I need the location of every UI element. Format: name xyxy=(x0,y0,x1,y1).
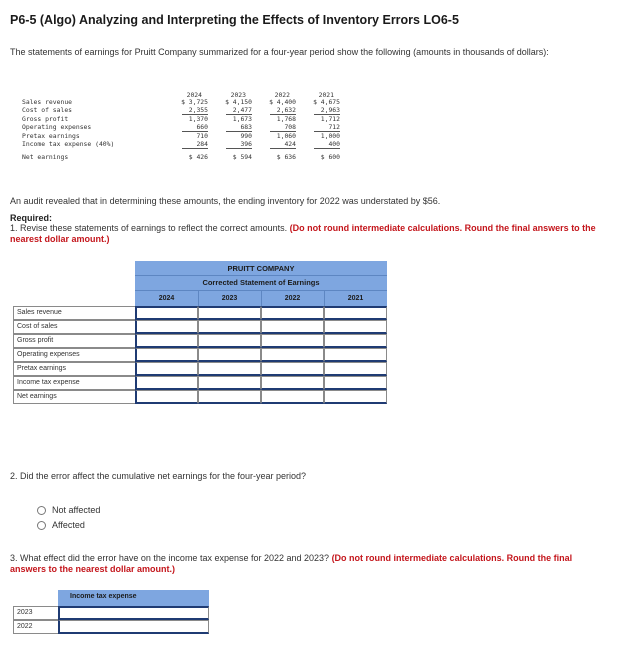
given-cell: 1,768 xyxy=(276,115,296,123)
input-cell[interactable] xyxy=(198,376,261,390)
given-row-label: Income tax expense (40%) xyxy=(22,140,115,148)
row-label: Gross profit xyxy=(13,334,135,348)
table-row xyxy=(13,376,387,390)
radio-circle-icon[interactable] xyxy=(37,506,46,515)
input-cell[interactable] xyxy=(261,390,324,404)
input-cell[interactable] xyxy=(198,348,261,362)
page-title: P6-5 (Algo) Analyzing and Interpreting the Effects of Inventory Errors LO6-5 xyxy=(10,13,459,27)
given-year-header: 2023 xyxy=(230,91,246,99)
given-cell: 396 xyxy=(240,140,252,148)
given-cell: $ 594 xyxy=(232,153,252,161)
given-row-label: Operating expenses xyxy=(22,123,92,131)
input-cell[interactable] xyxy=(324,320,387,334)
table-row xyxy=(13,620,209,634)
given-row-label: Sales revenue xyxy=(22,98,73,106)
input-cell[interactable] xyxy=(324,306,387,320)
given-year-header: 2021 xyxy=(318,91,334,99)
given-cell: 2,963 xyxy=(320,106,340,114)
year-header: 2024 xyxy=(158,295,175,302)
given-cell: 660 xyxy=(196,123,208,131)
given-row-label: Net earnings xyxy=(22,153,69,161)
given-cell: $ 426 xyxy=(188,153,208,161)
row-label: Operating expenses xyxy=(13,348,135,362)
table-row xyxy=(13,306,387,320)
given-cell: $ 4,675 xyxy=(313,98,340,106)
row-label: Sales revenue xyxy=(13,306,135,320)
required-heading: Required: xyxy=(10,213,53,223)
input-cell[interactable] xyxy=(135,390,198,404)
given-cell: 712 xyxy=(328,123,340,131)
corrected-table-header xyxy=(135,261,387,306)
input-cell[interactable] xyxy=(324,390,387,404)
given-year-header: 2024 xyxy=(186,91,202,99)
input-cell[interactable] xyxy=(261,320,324,334)
input-cell[interactable] xyxy=(198,306,261,320)
given-cell: $ 636 xyxy=(276,153,296,161)
question-3 xyxy=(10,553,610,575)
row-label: Income tax expense xyxy=(13,376,135,390)
row-label: Pretax earnings xyxy=(13,362,135,376)
given-cell: 708 xyxy=(284,123,296,131)
year-header: 2022 xyxy=(284,295,301,302)
input-cell[interactable] xyxy=(135,348,198,362)
input-cell[interactable] xyxy=(198,362,261,376)
given-cell: 1,673 xyxy=(232,115,252,123)
given-year-header: 2022 xyxy=(274,91,290,99)
table-row xyxy=(13,334,387,348)
statement-title: Corrected Statement of Earnings xyxy=(202,278,320,287)
input-cell[interactable] xyxy=(324,334,387,348)
given-cell: 2,632 xyxy=(276,106,296,114)
question-3-note: (Do not round intermediate calculations. Round the final answers to the nearest dollar amount.) xyxy=(10,553,573,574)
given-cell: $ 4,400 xyxy=(269,98,296,106)
given-cell: $ 600 xyxy=(320,153,340,161)
table-row xyxy=(13,390,387,404)
given-cell: 1,000 xyxy=(320,132,340,140)
requirement-1-text: 1. Revise these statements of earnings to reflect the correct amounts. xyxy=(10,223,288,233)
input-cell[interactable] xyxy=(58,606,209,620)
radio-affected[interactable] xyxy=(37,520,85,530)
given-cell: 683 xyxy=(240,123,252,131)
given-row-label: Pretax earnings xyxy=(22,132,80,140)
radio-not-affected[interactable] xyxy=(37,505,100,515)
given-cell: 990 xyxy=(240,132,252,140)
question-3-text: 3. What effect did the error have on the income tax expense for 2022 and 2023? xyxy=(10,553,330,563)
input-cell[interactable] xyxy=(135,320,198,334)
given-cell: $ 3,725 xyxy=(181,98,208,106)
year-header: 2021 xyxy=(347,295,364,302)
input-cell[interactable] xyxy=(58,620,209,634)
row-label: Net earnings xyxy=(13,390,135,404)
radio-circle-icon[interactable] xyxy=(37,521,46,530)
input-cell[interactable] xyxy=(135,376,198,390)
radio-label: Affected xyxy=(52,520,85,530)
given-cell: 710 xyxy=(196,132,208,140)
given-cell: 424 xyxy=(284,140,296,148)
input-cell[interactable] xyxy=(324,376,387,390)
input-cell[interactable] xyxy=(135,334,198,348)
input-cell[interactable] xyxy=(324,348,387,362)
given-cell: 1,712 xyxy=(320,115,340,123)
given-cell: 2,355 xyxy=(188,106,208,114)
input-cell[interactable] xyxy=(261,376,324,390)
given-cell: 2,477 xyxy=(232,106,252,114)
intro-text: The statements of earnings for Pruitt Company summarized for a four-year period show the following (amounts in thousands of dollars): xyxy=(10,47,549,57)
input-cell[interactable] xyxy=(198,390,261,404)
input-cell[interactable] xyxy=(261,362,324,376)
requirement-1-note: (Do not round intermediate calculations. Round the final answers to the nearest dollar amount.) xyxy=(10,223,596,244)
question-2: 2. Did the error affect the cumulative net earnings for the four-year period? xyxy=(10,471,306,481)
given-row-label: Cost of sales xyxy=(22,106,73,114)
input-cell[interactable] xyxy=(198,334,261,348)
table-row xyxy=(13,348,387,362)
radio-label: Not affected xyxy=(52,505,101,515)
input-cell[interactable] xyxy=(135,362,198,376)
row-label: 2023 xyxy=(13,606,58,620)
audit-text: An audit revealed that in determining these amounts, the ending inventory for 2022 was understated by $56. xyxy=(10,196,441,206)
given-cell: 284 xyxy=(196,140,208,148)
row-label: 2022 xyxy=(13,620,58,634)
table-row xyxy=(13,606,209,620)
input-cell[interactable] xyxy=(261,334,324,348)
given-cell: 400 xyxy=(328,140,340,148)
income-tax-header: Income tax expense xyxy=(58,590,209,606)
given-cell: 1,370 xyxy=(188,115,208,123)
table-row xyxy=(13,320,387,334)
input-cell[interactable] xyxy=(135,306,198,320)
year-header: 2023 xyxy=(221,295,238,302)
given-cell: 1,060 xyxy=(276,132,296,140)
input-cell[interactable] xyxy=(324,362,387,376)
input-cell[interactable] xyxy=(261,306,324,320)
given-row-label: Gross profit xyxy=(22,115,69,123)
table-row xyxy=(13,362,387,376)
row-label: Cost of sales xyxy=(13,320,135,334)
company-name: PRUITT COMPANY xyxy=(227,264,295,273)
given-cell: $ 4,150 xyxy=(225,98,252,106)
input-cell[interactable] xyxy=(198,320,261,334)
input-cell[interactable] xyxy=(261,348,324,362)
requirement-1 xyxy=(10,223,600,245)
